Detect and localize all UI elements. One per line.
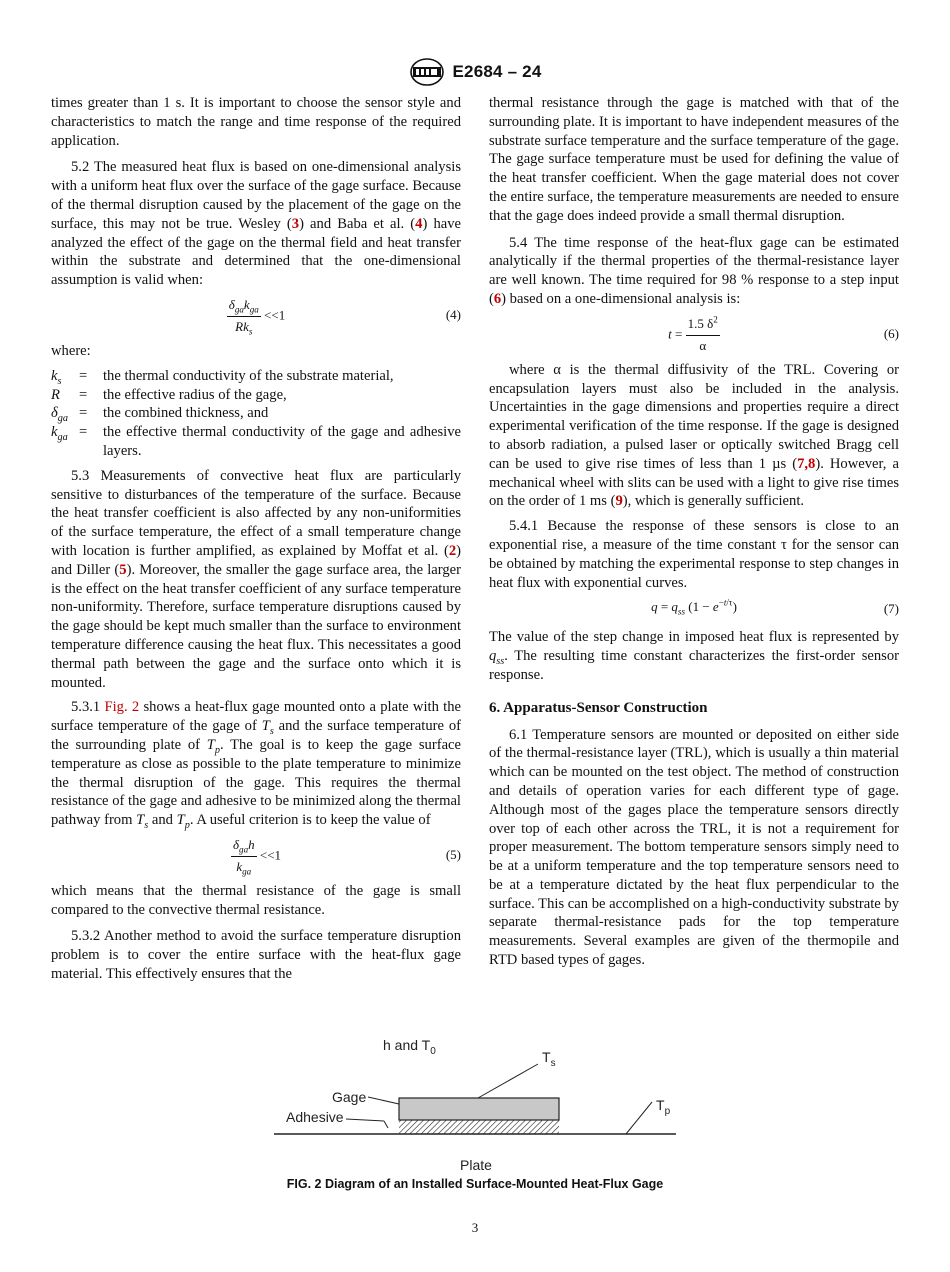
equation-number: (7)	[883, 601, 899, 617]
paragraph-5-2: 5.2 The measured heat flux is based on one-dimensional analysis with a uniform heat flux over the surface of the gage surface. Because of the thermal disruption caused by the placement of the gage on the surface, this may not be true. Wesley (3) and Baba et al. (4) have analyzed the effect of the gage on the thermal field and heat transfer within the substrate and determined that the one-dimensional assumption is valid when:	[51, 159, 461, 289]
astm-logo-icon	[409, 57, 445, 87]
where-label: where:	[51, 342, 91, 359]
paragraph-5-3-2: 5.3.2 Another method to avoid the surface temperature disruption problem is to cover the entire surface with the heat-flux gage material. This effectively ensures that the	[51, 928, 461, 983]
adhesive-leader-tail	[384, 1121, 388, 1128]
ts-leader-line	[478, 1064, 538, 1098]
tp-label: $T_p$	[656, 1097, 671, 1117]
standard-number: E2684 – 24	[452, 62, 542, 81]
equation-7-expression: $q = q_{ss}$ $(1 - e^{-t/\tau})$	[651, 598, 737, 617]
reference-link[interactable]: 9	[615, 493, 623, 510]
paragraph-5-4-cont: where α is the thermal diffusivity of the TRL. Covering or encapsulation layers must also be included in the analysis. Uncertainties in the gage dimensions and properties require a direct experimental verification of the time response. If the gage is designed to absorb radiation, a pulsed laser or optically switched Bragg cell can be used to give rise times of less than 1 µs (7,8). However, a mechanical wheel with slits can be used with a light to give rise times on the order of 1 ms (9), which is generally sufficient.	[489, 361, 899, 510]
equation-4-expression: $\frac{\delta_{ga}k_{ga}}{Rk_s}$ <<1	[228, 296, 286, 337]
page-header	[0, 57, 950, 87]
reference-link[interactable]: 2	[448, 542, 457, 559]
paragraph-continued: thermal resistance through the gage is matched with that of the surrounding plate. It is important to have independent measures of the substrate surface temperature and the surface temperature of the gage. The gage surface temperature must be used for defining the value of the heat transfer coefficient. When the gage material does not cover the entire surface, the temperature measurements are needed to ensure that the gage does indeed provide a small thermal disruption.	[489, 95, 899, 224]
reference-link[interactable]: 3	[291, 215, 300, 232]
paragraph-5-4-1: 5.4.1 Because the response of these sensors is close to an exponential rise, a measure of the time constant τ for the sensor can be obtained by matching the experimental response to step changes in heat flux with exponential curves.	[489, 518, 899, 591]
definition-row: $\delta_{ga}$ = the combined thickness, and	[51, 405, 269, 425]
equation-5-expression: $\frac{\delta_{ga}h}{k_{ga}}$ <<1	[232, 836, 282, 877]
symbol-definitions	[51, 367, 461, 461]
right-column	[489, 94, 899, 976]
section-heading: 6. Apparatus-Sensor Construction	[489, 699, 708, 716]
equation-number: (4)	[445, 306, 461, 322]
paragraph-5-3: 5.3 Measurements of convective heat flux are particularly sensitive to disturbances of the temperature of the surface. Because the heat transfer coefficient is also affected by any non-uniformities of the surface temperature, the effect of a small temperature change with location is further amplified, as explained by Moffat et al. (2) and Diller (5). Moreover, the smaller the gage surface area, the larger is the effect on the heat transfer coefficient of any surface temperature non-uniformity. Therefore, surface temperature disruptions caused by the gage should be kept much smaller than the surface to environment temperature difference causing the heat flux. This necessitates a good thermal path between the gage and the surface onto which it is mounted.	[51, 467, 461, 691]
equation-6	[489, 315, 899, 355]
gage-leader-line	[368, 1097, 399, 1104]
plate-label: Plate	[460, 1157, 492, 1173]
equation-5	[51, 836, 461, 876]
paragraph-continued: times greater than 1 s. It is important to choose the sensor style and characteristics to match the range and time response of the required application.	[51, 95, 461, 149]
equation-6-expression: t = $\frac{1.5 \delta^2}{\alpha}$	[668, 314, 718, 353]
left-column	[51, 94, 461, 990]
equation-number: (5)	[445, 846, 461, 862]
figure-caption: FIG. 2 Diagram of an Installed Surface-Mounted Heat-Flux Gage	[286, 1177, 664, 1191]
definition-row: R = the effective radius of the gage,	[51, 386, 287, 403]
paragraph-5-4: 5.4 The time response of the heat-flux gage can be estimated analytically if the thermal properties of the thermal-resistance layer are well known. The time required for 98 % response to a step input (6) based on a one-dimensional analysis is:	[489, 234, 899, 307]
paragraph-continued: The value of the step change in imposed heat flux is represented by $q_{ss}$. The resulting time constant characterizes the first-order sensor response.	[489, 629, 899, 683]
equation-4	[51, 296, 461, 336]
definition-row: $k_{ga}$ = the effective thermal conductivity of the gage and adhesive layers.	[51, 424, 461, 459]
definition-row: $k_s$ = the thermal conductivity of the substrate material,	[51, 367, 394, 387]
tp-leader-line	[626, 1102, 652, 1134]
figure-2-diagram	[270, 1030, 680, 1180]
reference-link[interactable]: 6	[493, 290, 502, 307]
figure-link[interactable]: Fig. 2	[104, 699, 140, 716]
reference-link[interactable]: 4	[415, 215, 423, 232]
paragraph-continued: which means that the thermal resistance of the gage is small compared to the convective thermal resistance.	[51, 882, 461, 918]
reference-link[interactable]: 7,8	[797, 455, 816, 472]
adhesive-leader-line	[346, 1119, 384, 1121]
ts-label: $T_s$	[542, 1049, 556, 1069]
adhesive-layer	[399, 1120, 559, 1134]
h-and-t0-label: h and $T_0$	[383, 1037, 436, 1057]
paragraph-5-3-1: 5.3.1 Fig. 2 shows a heat-flux gage mounted onto a plate with the surface temperature of the gage of $T_s$ and the surface temperature of the surrounding plate of $T_p$. The goal is to keep the gage surface temperature as close as possible to the plate temperature to minimize the thermal disruption of the gage. This requires the thermal resistance of the gage and adhesive to be minimized along the thermal pathway from $T_s$ and $T_p$. A useful criterion is to keep the value of	[51, 699, 461, 831]
adhesive-label: Adhesive	[286, 1109, 344, 1125]
gage-block	[399, 1098, 559, 1120]
equation-7	[489, 598, 899, 622]
reference-link[interactable]: 5	[119, 561, 127, 578]
equation-number: (6)	[883, 325, 899, 341]
paragraph-6-1: 6.1 Temperature sensors are mounted or deposited on either side of the thermal-resistance layer (TRL), which is usually a thin material which can be mounted on the test object. The method of construction and details of operation varies for each different type of gage. Although most of the gages place the temperature sensors directly over top of each other across the TRL, it is not a requirement for proper measurement. The bottom temperature sensors simply need to be at a uniform temperature and the top temperature sensors need to be at a temperature dictated by the heat flux perpendicular to the surface. This can be accomplished on a high-conductivity substrate by separate thermal-resistance pads for the top temperature measurements. Several examples are given of the thermopile and RTD based types of gages.	[489, 726, 899, 969]
page-number: 3	[471, 1220, 479, 1235]
gage-label: Gage	[332, 1089, 367, 1105]
